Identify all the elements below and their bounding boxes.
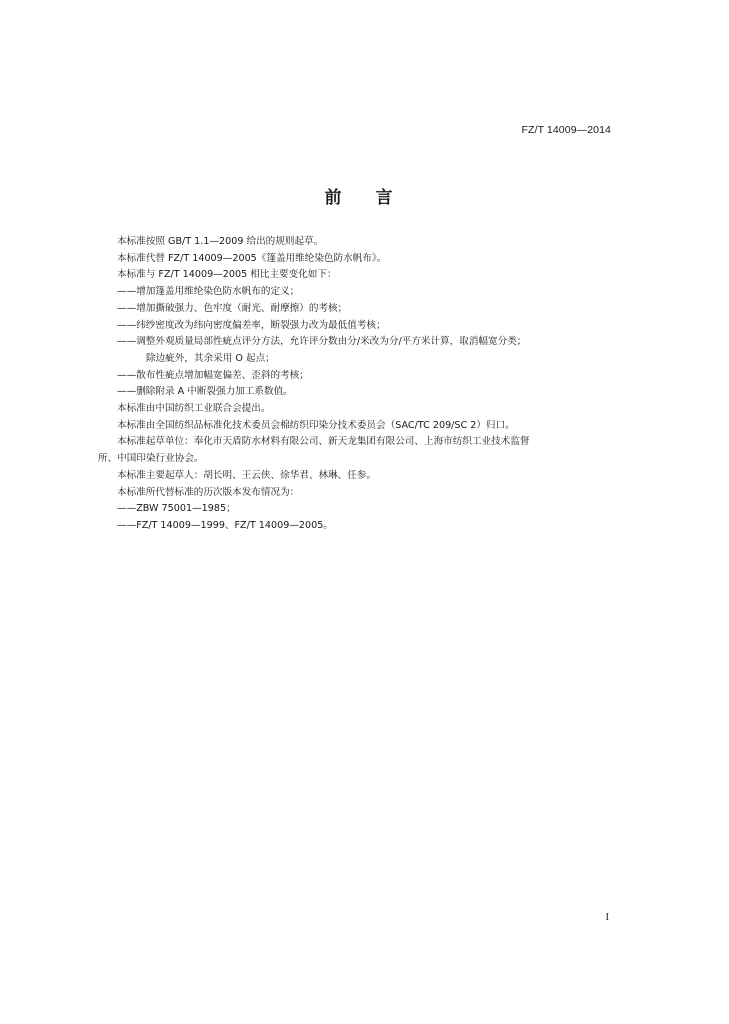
paragraph-drafting-rules: 本标准按照 GB/T 1.1—2009 给出的规则起草。 [117, 236, 324, 247]
change-item: ——调整外观质量局部性疵点评分方法，允许评分数由分/米改为分/平方米计算，取消幅宽分类； [117, 336, 527, 348]
paragraph-under-jurisdiction: 本标准由全国纺织品标准化技术委员会棉纺织印染分技术委员会（SAC/TC 209/SC 2）归口。 [117, 419, 515, 431]
change-item: ——增加撕破强力、色牢度（耐光、耐摩擦）的考核； [117, 302, 348, 314]
standard-code: FZ/T 14009—2014 [521, 124, 611, 136]
change-item: ——纬纱密度改为纬向密度偏差率，断裂强力改为最低值考核； [117, 319, 386, 331]
change-item-continuation: 除边疵外，其余采用 O 起点； [146, 352, 275, 364]
paragraph-drafting-units-continuation: 所、中国印染行业协会。 [98, 453, 204, 465]
paragraph-drafters: 本标准主要起草人：胡长明、王云侠、徐华君、林琳、任参。 [117, 469, 377, 481]
paragraph-drafting-units: 本标准起草单位：奉化市天盾防水材料有限公司、新天龙集团有限公司、上海市纺织工业技术监督 [117, 436, 530, 448]
paragraph-changes-intro: 本标准与 FZ/T 14009—2005 相比主要变化如下： [117, 269, 337, 281]
page-title: 前言 [324, 188, 427, 208]
paragraph-replaces: 本标准代替 FZ/T 14009—2005《篷盖用维纶染色防水帆布》。 [117, 252, 387, 264]
edition-item: ——ZBW 75001—1985； [117, 503, 236, 515]
change-item: ——增加篷盖用维纶染色防水帆布的定义； [117, 286, 300, 298]
foreword-body [98, 234, 638, 535]
page-number: I [605, 912, 609, 923]
paragraph-proposed-by: 本标准由中国纺织工业联合会提出。 [117, 403, 271, 415]
paragraph-previous-editions: 本标准所代替标准的历次版本发布情况为： [117, 486, 300, 498]
change-item: ——删除附录 A 中断裂强力加工系数值。 [117, 386, 293, 398]
edition-item: ——FZ/T 14009—1999、FZ/T 14009—2005。 [117, 519, 333, 531]
change-item: ——散布性疵点增加幅宽偏差、歪斜的考核； [117, 369, 309, 381]
